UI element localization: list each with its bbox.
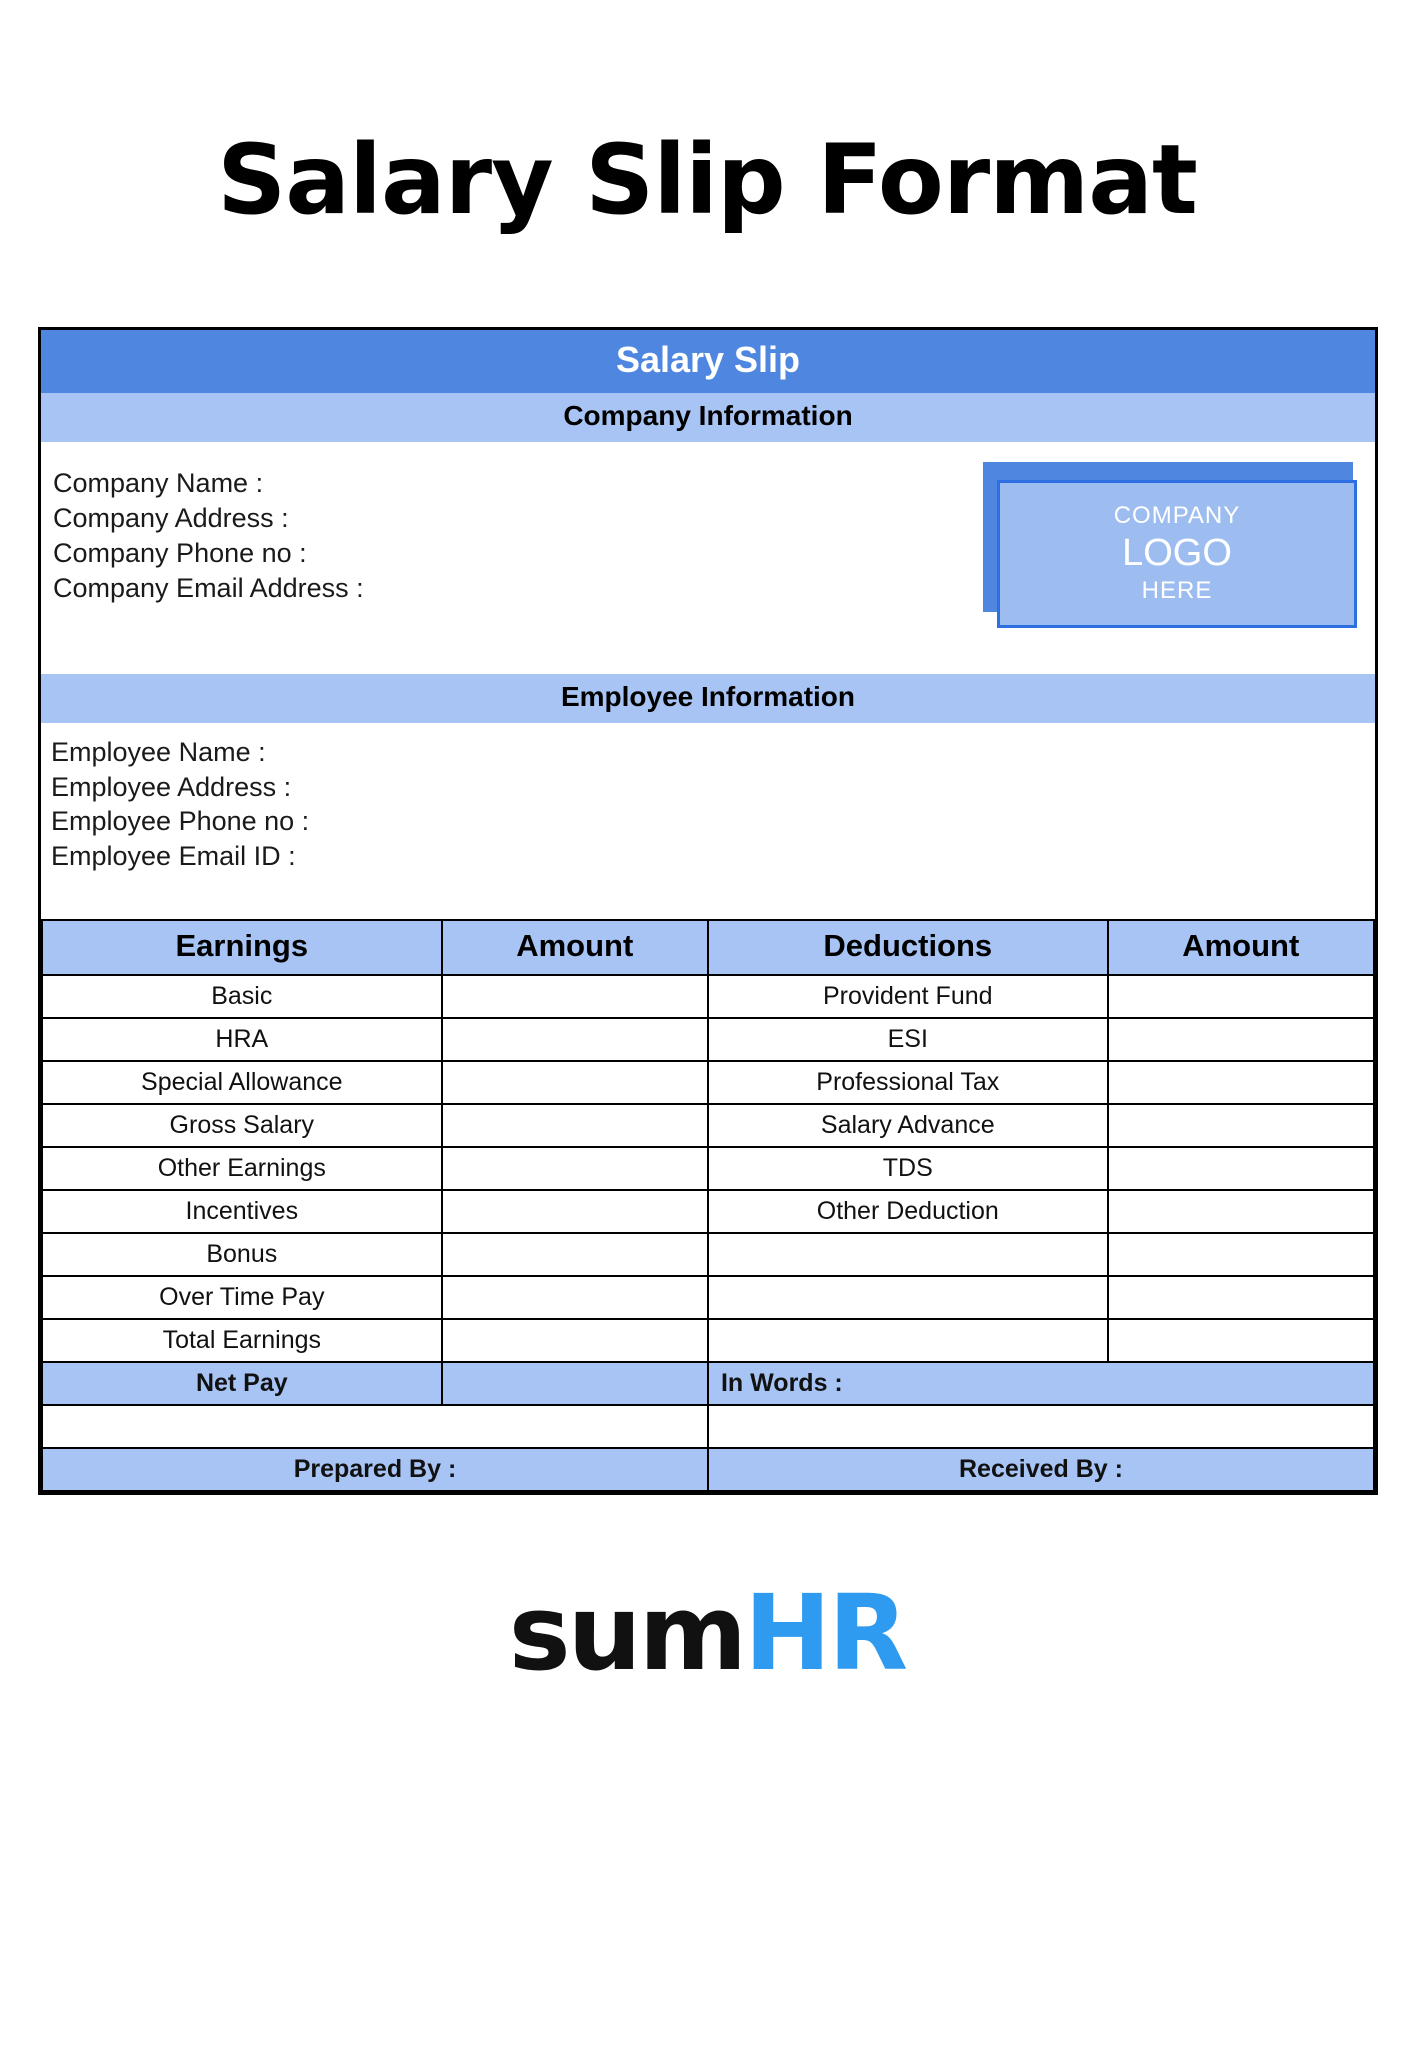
table-row bbox=[42, 1061, 1374, 1104]
deduction-label: TDS bbox=[708, 1147, 1108, 1190]
deduction-label bbox=[708, 1233, 1108, 1276]
net-pay-label: Net Pay bbox=[42, 1362, 442, 1405]
received-by-label[interactable]: Received By : bbox=[708, 1448, 1374, 1491]
spacer-cell-left bbox=[42, 1405, 708, 1448]
deduction-amount-cell[interactable] bbox=[1108, 1147, 1374, 1190]
earning-amount-cell[interactable] bbox=[442, 1061, 708, 1104]
earning-amount-cell[interactable] bbox=[442, 975, 708, 1018]
table-row bbox=[42, 1190, 1374, 1233]
company-information-block bbox=[41, 442, 1375, 674]
column-header-deductions: Deductions bbox=[708, 920, 1108, 975]
deduction-amount-cell[interactable] bbox=[1108, 1018, 1374, 1061]
in-words-label[interactable]: In Words : bbox=[708, 1362, 1374, 1405]
earning-amount-cell[interactable] bbox=[442, 1319, 708, 1362]
deduction-amount-cell[interactable] bbox=[1108, 1319, 1374, 1362]
company-phone-field: Company Phone no : bbox=[53, 537, 307, 568]
earning-amount-cell[interactable] bbox=[442, 1276, 708, 1319]
company-name-field: Company Name : bbox=[53, 468, 264, 499]
employee-name-field: Employee Name : bbox=[51, 736, 266, 767]
deduction-label: Salary Advance bbox=[708, 1104, 1108, 1147]
earning-label: Total Earnings bbox=[42, 1319, 442, 1362]
footer bbox=[38, 1571, 1376, 1694]
company-information-heading: Company Information bbox=[41, 393, 1375, 442]
earning-label: HRA bbox=[42, 1018, 442, 1061]
net-pay-amount-cell[interactable] bbox=[442, 1362, 708, 1405]
deduction-amount-cell[interactable] bbox=[1108, 1276, 1374, 1319]
deduction-amount-cell[interactable] bbox=[1108, 1061, 1374, 1104]
earning-label: Other Earnings bbox=[42, 1147, 442, 1190]
earning-amount-cell[interactable] bbox=[442, 1147, 708, 1190]
signature-row bbox=[42, 1448, 1374, 1491]
logo-line-logo: LOGO bbox=[1122, 532, 1232, 575]
brand-text-sum: sum bbox=[508, 1571, 745, 1694]
table-row bbox=[42, 1319, 1374, 1362]
earning-label: Basic bbox=[42, 975, 442, 1018]
earning-label: Over Time Pay bbox=[42, 1276, 442, 1319]
logo-front-panel bbox=[997, 480, 1357, 628]
page-title: Salary Slip Format bbox=[217, 124, 1197, 237]
prepared-by-label[interactable]: Prepared By : bbox=[42, 1448, 708, 1491]
earning-label: Gross Salary bbox=[42, 1104, 442, 1147]
brand-text-hr: HR bbox=[744, 1571, 906, 1694]
table-header-row bbox=[42, 920, 1374, 975]
spacer-cell-right bbox=[708, 1405, 1374, 1448]
table-row bbox=[42, 1147, 1374, 1190]
deduction-amount-cell[interactable] bbox=[1108, 975, 1374, 1018]
logo-line-company: COMPANY bbox=[1113, 502, 1241, 530]
earning-label: Incentives bbox=[42, 1190, 442, 1233]
employee-phone-field: Employee Phone no : bbox=[51, 806, 310, 837]
employee-information-heading: Employee Information bbox=[41, 674, 1375, 723]
sumhr-logo bbox=[38, 1571, 1376, 1694]
employee-address-field: Employee Address : bbox=[51, 771, 292, 802]
deduction-label: Other Deduction bbox=[708, 1190, 1108, 1233]
deduction-label: Professional Tax bbox=[708, 1061, 1108, 1104]
table-row bbox=[42, 1018, 1374, 1061]
earning-amount-cell[interactable] bbox=[442, 1190, 708, 1233]
deduction-label: ESI bbox=[708, 1018, 1108, 1061]
document-page bbox=[0, 64, 1414, 2064]
earning-amount-cell[interactable] bbox=[442, 1233, 708, 1276]
table-row bbox=[42, 1233, 1374, 1276]
earnings-deductions-table bbox=[41, 919, 1375, 1492]
column-header-deductions-amount: Amount bbox=[1108, 920, 1374, 975]
earning-label: Special Allowance bbox=[42, 1061, 442, 1104]
spacer-row bbox=[42, 1405, 1374, 1448]
column-header-earnings: Earnings bbox=[42, 920, 442, 975]
deduction-label bbox=[708, 1276, 1108, 1319]
deduction-label: Provident Fund bbox=[708, 975, 1108, 1018]
company-email-field: Company Email Address : bbox=[53, 572, 364, 603]
table-row bbox=[42, 1104, 1374, 1147]
logo-line-here: HERE bbox=[1141, 576, 1213, 604]
salary-slip-card bbox=[38, 327, 1378, 1495]
employee-information-block bbox=[41, 723, 1375, 919]
earning-amount-cell[interactable] bbox=[442, 1018, 708, 1061]
earning-amount-cell[interactable] bbox=[442, 1104, 708, 1147]
employee-email-field: Employee Email ID : bbox=[51, 841, 296, 872]
column-header-earnings-amount: Amount bbox=[442, 920, 708, 975]
slip-header: Salary Slip bbox=[41, 330, 1375, 394]
deduction-label bbox=[708, 1319, 1108, 1362]
earning-label: Bonus bbox=[42, 1233, 442, 1276]
company-address-field: Company Address : bbox=[53, 502, 289, 533]
company-logo-placeholder bbox=[983, 462, 1361, 634]
net-pay-row bbox=[42, 1362, 1374, 1405]
table-row bbox=[42, 975, 1374, 1018]
deduction-amount-cell[interactable] bbox=[1108, 1233, 1374, 1276]
deduction-amount-cell[interactable] bbox=[1108, 1104, 1374, 1147]
table-row bbox=[42, 1276, 1374, 1319]
deduction-amount-cell[interactable] bbox=[1108, 1190, 1374, 1233]
